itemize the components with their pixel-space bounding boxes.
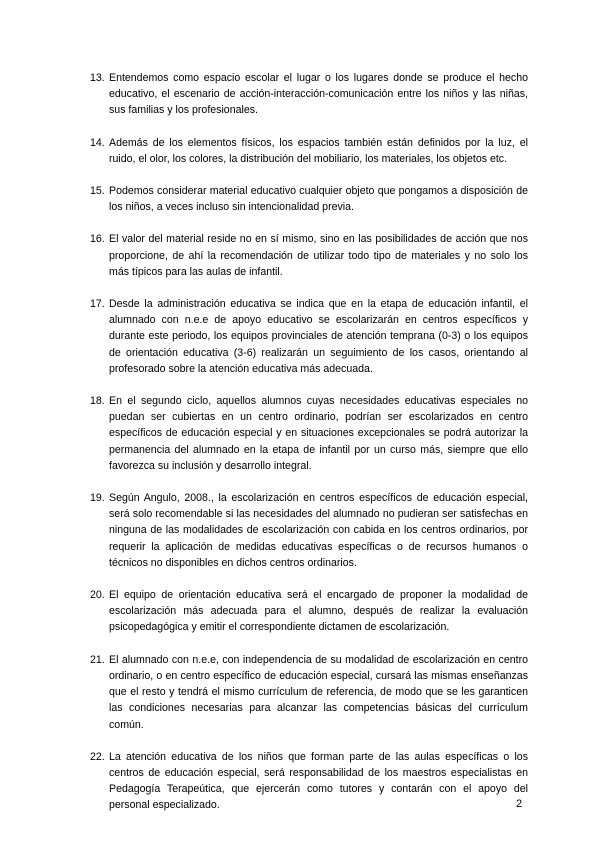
item-number: 14. [90, 136, 105, 149]
item-number: 15. [90, 185, 105, 198]
item-text: Además de los elementos físicos, los espacios también están definidos por la luz, el ruido, el olor, los colores, la distribución del mobiliario, los materiales, los objetos etc. [109, 136, 528, 165]
list-item [90, 296, 528, 377]
item-number: 21. [90, 653, 105, 666]
item-text: Desde la administración educativa se indica que en la etapa de educación infantil, el alumnado con n.e.e de apoyo educativo se escolarizarán en centros específicos y durante este periodo, los equipos provinciales de atención temprana (0-3) o los equipos de orientación educativa (3-6) realizarán un seguimiento de los casos, orientando al profesorado sobre la atención educativa más adecuada. [109, 298, 528, 375]
list-item [90, 231, 528, 280]
item-text: El equipo de orientación educativa será el encargado de proponer la modalidad de escolarización más adecuada para el alumno, después de realizar la evaluación psicopedagógica y emitir el correspondiente dictamen de escolarización. [109, 589, 528, 634]
item-text: El valor del material reside no en sí mismo, sino en las posibilidades de acción que nos proporcione, de ahí la recomendación de utilizar todo tipo de materiales y no solo los más típicos para las aulas de infantil. [109, 233, 528, 278]
item-text: Según Angulo, 2008., la escolarización en centros específicos de educación especial, será solo recomendable si las necesidades del alumnado no pudieran ser satisfechas en ninguna de las modalidades de escolarización con cabida en los centros ordinarios, por requerir la aplicación de medidas educativas específicas o de recursos humanos o técnicos no disponibles en dichos centros ordinarios. [109, 492, 528, 569]
item-text: Entendemos como espacio escolar el lugar o los lugares donde se produce el hecho educativo, el escenario de acción-interacción-comunicación entre los niños y las niñas, sus familias y los profesionales. [109, 72, 528, 117]
page-number: 2 [516, 798, 523, 810]
item-text: El alumnado con n.e.e, con independencia de su modalidad de escolarización en centro ordinario, o en centro específico de educación especial, cursará las mismas enseñanzas que el resto y tendrá el mismo currículum de referencia, de modo que se les garanticen las condiciones necesarias para alcanzar las competencias básicas del currículum común. [109, 653, 528, 731]
item-number: 13. [90, 72, 105, 84]
item-number: 20. [90, 589, 105, 602]
item-text: En el segundo ciclo, aquellos alumnos cuyas necesidades educativas especiales no puedan ser cubiertas en un centro ordinario, podrían ser escolarizados en centro específicos de educación especial y en situaciones excepcionales se podrá autorizar la permanencia del alumnado en la etapa de infantil por un curso más, siempre que ello favorezca su inclusión y desarrollo integral. [109, 395, 528, 472]
list-item [90, 652, 528, 733]
list-item [90, 749, 528, 814]
item-text: Podemos considerar material educativo cualquier objeto que pongamos a disposición de los niños, a veces incluso sin intencionalidad previa. [109, 185, 528, 214]
statement-list [90, 70, 528, 830]
list-item [90, 393, 528, 474]
item-text: La atención educativa de los niños que forman parte de las aulas específicas o los centros de educación especial, será responsabilidad de los maestros especialistas en Pedagogía Terapeútica, que ejercerán como tutores y contarán con el apoyo del personal especializado. [109, 750, 528, 812]
item-number: 18. [90, 395, 105, 408]
item-number: 17. [90, 298, 105, 311]
list-item [90, 587, 528, 636]
list-item [90, 135, 528, 167]
list-item [90, 183, 528, 215]
list-item [90, 70, 528, 119]
item-number: 19. [90, 492, 105, 505]
list-item [90, 490, 528, 571]
item-number: 22. [90, 750, 105, 763]
item-number: 16. [90, 233, 105, 246]
